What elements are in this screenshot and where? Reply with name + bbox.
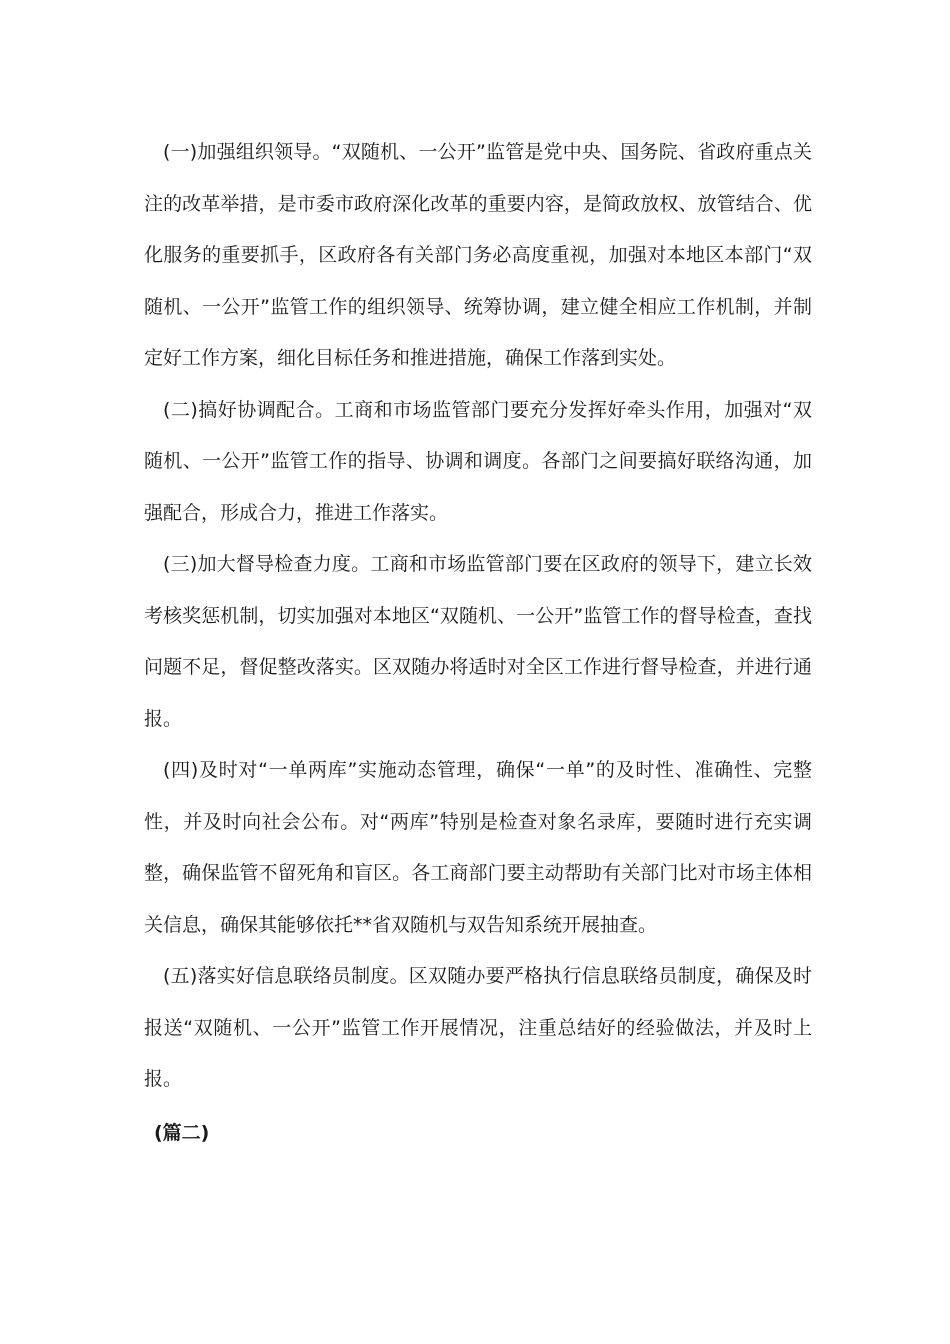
paragraph-2: (二)搞好协调配合。工商和市场监管部门要充分发挥好牵头作用，加强对“双随机、一公开”监管工作的指导、协调和调度。各部门之间要搞好联络沟通，加强配合，形成合力，推进工作落实。 (144, 398, 812, 524)
paragraph-3: (三)加大督导检查力度。工商和市场监管部门要在区政府的领导下，建立长效考核奖惩机制，切实加强对本地区“双随机、一公开”监管工作的督导检查，查找问题不足，督促整改落实。区双随办将适时对全区工作进行督导检查，并进行通报。 (144, 553, 812, 730)
paragraph-5: (五)落实好信息联络员制度。区双随办要严格执行信息联络员制度，确保及时报送“双随机、一公开”监管工作开展情况，注重总结好的经验做法，并及时上报。 (144, 965, 812, 1090)
paragraph-1: (一)加强组织领导。“双随机、一公开”监管是党中央、国务院、省政府重点关注的改革举措，是市委市政府深化改革的重要内容，是简政放权、放管结合、优化服务的重要抓手，区政府各有关部门务必高度重视，加强对本地区本部门“双随机、一公开”监管工作的组织领导、统筹协调，建立健全相应工作机制，并制定好工作方案，细化目标任务和推进措施，确保工作落到实处。 (144, 141, 812, 369)
section-heading: (篇二) (154, 1121, 210, 1144)
paragraph-4: (四)及时对“一单两库”实施动态管理，确保“一单”的及时性、准确性、完整性，并及时向社会公布。对“两库”特别是检查对象名录库，要随时进行充实调整，确保监管不留死角和盲区。各工商部门要主动帮助有关部门比对市场主体相关信息，确保其能够依托**省双随机与双告知系统开展抽查。 (144, 759, 812, 936)
document-body (144, 127, 812, 1159)
